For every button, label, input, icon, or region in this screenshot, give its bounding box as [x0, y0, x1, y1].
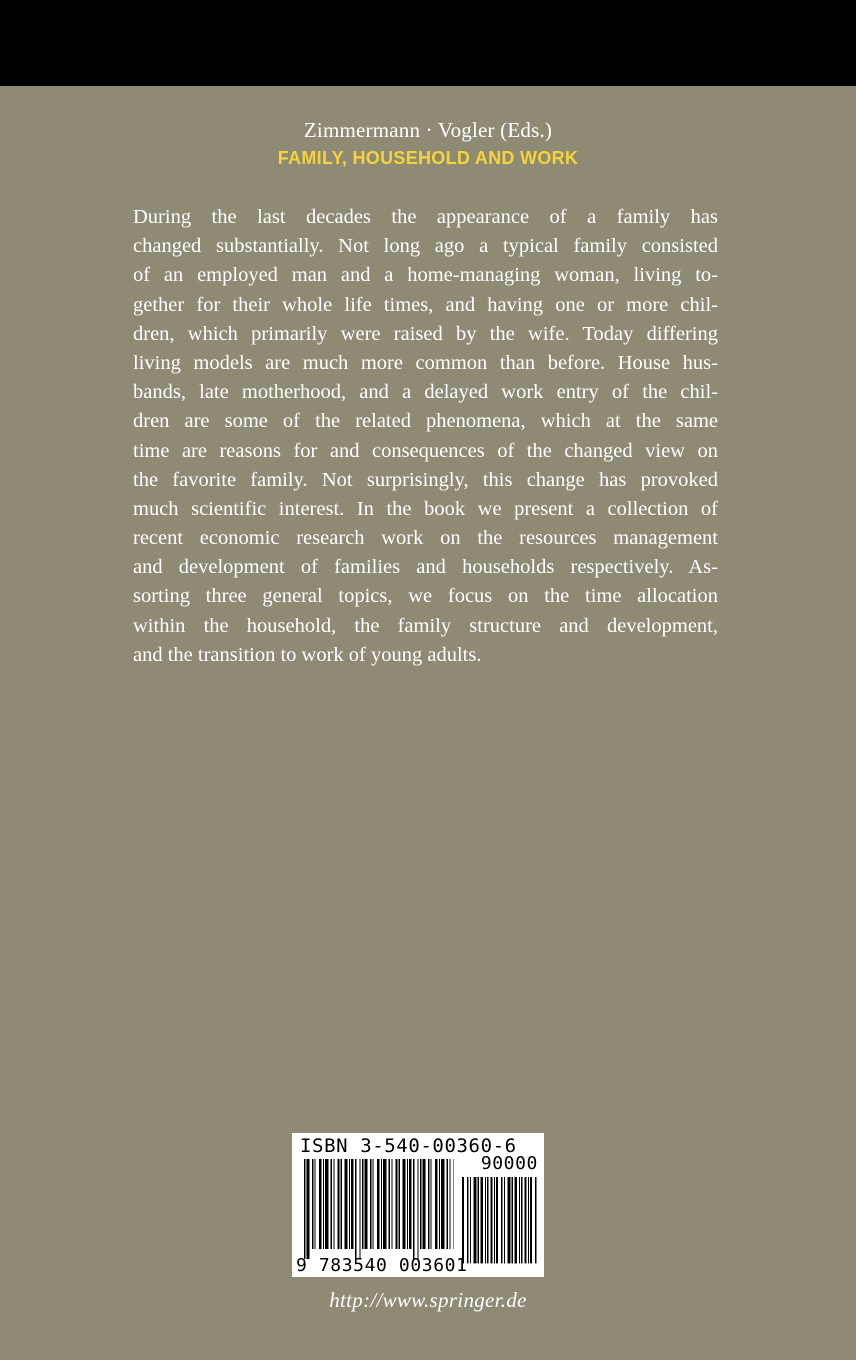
barcode-bars-addon [462, 1177, 538, 1273]
ean-number: 9 783540 003601 [296, 1255, 468, 1276]
blurb-line: within the household, the family structure and development, [133, 614, 718, 637]
blurb-line: of an employed man and a home-managing woman, living to- [133, 264, 718, 287]
blurb-line: During the last decades the appearance of a family has [133, 206, 718, 228]
barcode-addon-number: 90000 [480, 1153, 538, 1174]
publisher-url[interactable]: http://www.springer.de [329, 1288, 527, 1312]
blurb-line: much scientific interest. In the book we present a collection of [133, 497, 718, 520]
isbn-number: ISBN 3-540-00360-6 [300, 1135, 517, 1157]
blurb-text [133, 203, 718, 670]
blurb-line: gether for their whole life times, and having one or more chil- [133, 293, 718, 316]
barcode-bars-main [304, 1159, 454, 1259]
blurb-line: sorting three general topics, we focus on the time allocation [133, 585, 718, 608]
blurb-line: living models are much more common than before. House hus- [133, 351, 718, 374]
book-title: FAMILY, HOUSEHOLD AND WORK [277, 148, 579, 168]
editors-line: Zimmermann · Vogler (Eds.) [303, 118, 553, 142]
blurb-line: the favorite family. Not surprisingly, this change has provoked [133, 468, 718, 491]
blurb-line: time are reasons for and consequences of the changed view on [133, 439, 718, 462]
blurb-line: changed substantially. Not long ago a typical family consisted [133, 235, 718, 258]
blurb-line: recent economic research work on the resources management [133, 527, 718, 550]
top-black-band [0, 0, 856, 86]
blurb-line: dren are some of the related phenomena, which at the same [133, 410, 718, 433]
blurb-line: and the transition to work of young adults. [133, 643, 482, 666]
blurb-line: and development of families and households respectively. As- [133, 556, 718, 579]
blurb-line: dren, which primarily were raised by the wife. Today differing [133, 322, 718, 345]
isbn-barcode [292, 1133, 544, 1277]
blurb-line: bands, late motherhood, and a delayed work entry of the chil- [133, 381, 718, 404]
